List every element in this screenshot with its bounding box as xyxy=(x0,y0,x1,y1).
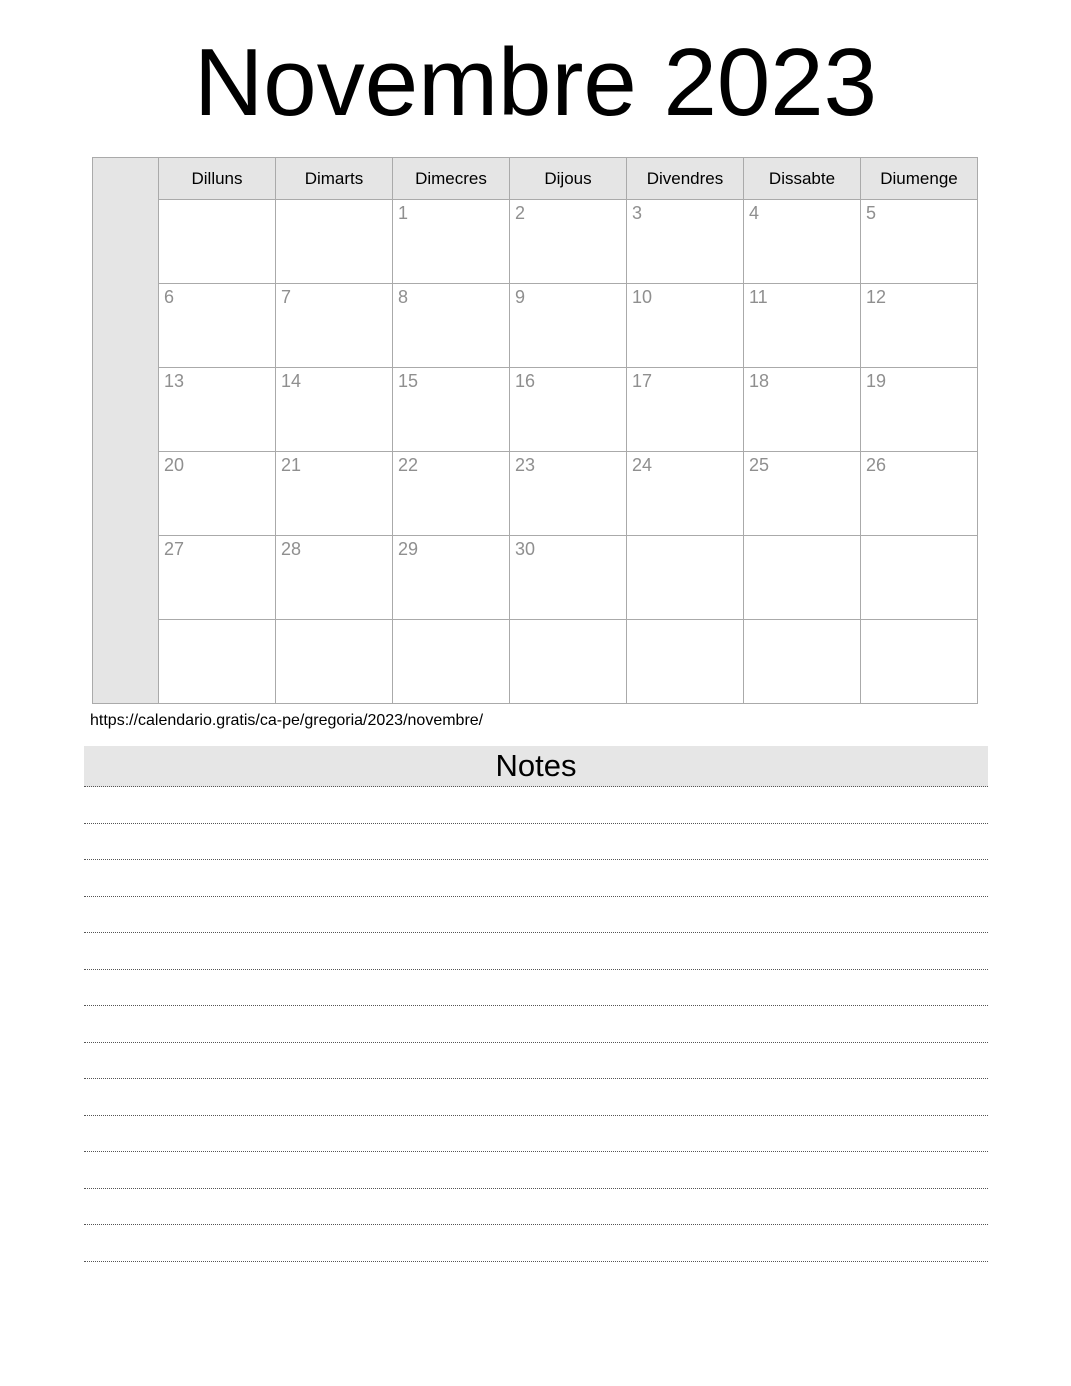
day-cell xyxy=(510,620,627,704)
notes-section xyxy=(84,746,988,1262)
note-line xyxy=(84,1189,988,1226)
week-row-1 xyxy=(93,200,978,284)
day-cell xyxy=(159,200,276,284)
note-line xyxy=(84,970,988,1007)
day-cell: 26 xyxy=(861,452,978,536)
note-line xyxy=(84,1225,988,1262)
weekday-header-wednesday: Dimecres xyxy=(393,158,510,200)
day-cell: 5 xyxy=(861,200,978,284)
week-row-2 xyxy=(93,284,978,368)
day-cell: 19 xyxy=(861,368,978,452)
note-line xyxy=(84,860,988,897)
day-cell: 3 xyxy=(627,200,744,284)
note-line xyxy=(84,824,988,861)
day-cell: 12 xyxy=(861,284,978,368)
day-cell: 28 xyxy=(276,536,393,620)
note-line xyxy=(84,897,988,934)
day-cell xyxy=(393,620,510,704)
day-cell: 20 xyxy=(159,452,276,536)
day-cell: 10 xyxy=(627,284,744,368)
day-cell: 27 xyxy=(159,536,276,620)
day-cell xyxy=(744,536,861,620)
day-cell: 4 xyxy=(744,200,861,284)
day-cell: 9 xyxy=(510,284,627,368)
day-cell: 7 xyxy=(276,284,393,368)
note-line xyxy=(84,933,988,970)
day-cell: 16 xyxy=(510,368,627,452)
calendar-table xyxy=(92,157,978,704)
week-row-5 xyxy=(93,536,978,620)
source-url: https://calendario.gratis/ca-pe/gregoria/2023/novembre/ xyxy=(90,712,484,729)
day-cell: 25 xyxy=(744,452,861,536)
note-line xyxy=(84,1006,988,1043)
day-cell xyxy=(627,536,744,620)
day-cell xyxy=(159,620,276,704)
notes-title: Notes xyxy=(495,748,577,783)
day-cell: 23 xyxy=(510,452,627,536)
day-cell: 21 xyxy=(276,452,393,536)
note-line xyxy=(84,1043,988,1080)
day-cell: 29 xyxy=(393,536,510,620)
weekday-header-saturday: Dissabte xyxy=(744,158,861,200)
day-cell: 11 xyxy=(744,284,861,368)
note-line xyxy=(84,1152,988,1189)
day-cell xyxy=(276,200,393,284)
day-cell: 17 xyxy=(627,368,744,452)
notes-header xyxy=(84,746,988,787)
day-cell: 2 xyxy=(510,200,627,284)
weekday-header-tuesday: Dimarts xyxy=(276,158,393,200)
calendar-gutter xyxy=(93,158,159,704)
day-cell: 15 xyxy=(393,368,510,452)
week-row-6 xyxy=(93,620,978,704)
weekday-header-friday: Divendres xyxy=(627,158,744,200)
page-title: Novembre 2023 xyxy=(193,29,878,136)
day-cell: 8 xyxy=(393,284,510,368)
weekday-header-monday: Dilluns xyxy=(159,158,276,200)
note-line xyxy=(84,1079,988,1116)
week-row-3 xyxy=(93,368,978,452)
day-cell xyxy=(861,536,978,620)
weekday-header-thursday: Dijous xyxy=(510,158,627,200)
day-cell xyxy=(861,620,978,704)
day-cell xyxy=(627,620,744,704)
weekday-header-row xyxy=(93,158,978,200)
day-cell: 18 xyxy=(744,368,861,452)
day-cell xyxy=(744,620,861,704)
day-cell: 24 xyxy=(627,452,744,536)
note-line xyxy=(84,1116,988,1153)
note-line xyxy=(84,787,988,824)
day-cell: 1 xyxy=(393,200,510,284)
day-cell: 14 xyxy=(276,368,393,452)
day-cell: 22 xyxy=(393,452,510,536)
day-cell: 13 xyxy=(159,368,276,452)
day-cell: 30 xyxy=(510,536,627,620)
day-cell: 6 xyxy=(159,284,276,368)
day-cell xyxy=(276,620,393,704)
week-row-4 xyxy=(93,452,978,536)
weekday-header-sunday: Diumenge xyxy=(861,158,978,200)
